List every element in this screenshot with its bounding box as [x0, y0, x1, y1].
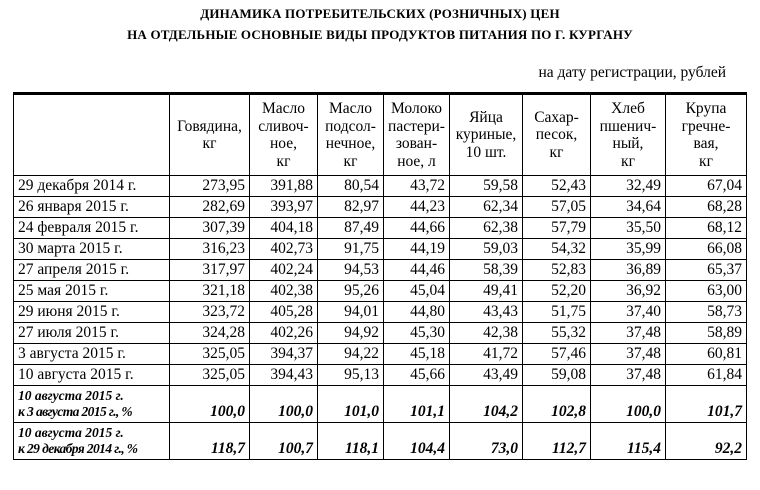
table-row [14, 239, 747, 260]
row-date-cell: 24 февраля 2015 г. [14, 218, 170, 239]
summary-percent-cell: 104,4 [384, 423, 450, 460]
price-cell: 402,73 [250, 239, 318, 260]
table-row [14, 365, 747, 386]
row-date-cell: 25 мая 2015 г. [14, 281, 170, 302]
price-cell: 91,75 [318, 239, 384, 260]
row-date-cell: 27 июля 2015 г. [14, 323, 170, 344]
price-cell: 65,37 [666, 260, 747, 281]
price-cell: 87,49 [318, 218, 384, 239]
price-cell: 32,49 [591, 176, 666, 197]
row-date-cell: 26 января 2015 г. [14, 197, 170, 218]
summary-label-cell [14, 423, 170, 460]
row-date-cell: 30 марта 2015 г. [14, 239, 170, 260]
price-cell: 36,89 [591, 260, 666, 281]
summary-percent-cell: 102,8 [523, 386, 591, 423]
summary-label-line-1: 10 августа 2015 г. [18, 425, 124, 440]
summary-percent-cell: 104,2 [450, 386, 523, 423]
price-cell: 94,01 [318, 302, 384, 323]
summary-percent-cell: 100,0 [170, 386, 250, 423]
summary-percent-cell: 92,2 [666, 423, 747, 460]
table-row [14, 302, 747, 323]
row-date-cell: 29 декабря 2014 г. [14, 176, 170, 197]
price-cell: 57,79 [523, 218, 591, 239]
summary-percent-cell: 73,0 [450, 423, 523, 460]
row-date-cell: 3 августа 2015 г. [14, 344, 170, 365]
price-cell: 94,22 [318, 344, 384, 365]
table-row [14, 260, 747, 281]
price-cell: 52,20 [523, 281, 591, 302]
price-cell: 43,43 [450, 302, 523, 323]
summary-percent-cell: 100,7 [250, 423, 318, 460]
price-cell: 94,92 [318, 323, 384, 344]
price-cell: 52,43 [523, 176, 591, 197]
price-cell: 37,40 [591, 302, 666, 323]
price-cell: 325,05 [170, 365, 250, 386]
price-cell: 51,75 [523, 302, 591, 323]
price-table [13, 92, 747, 460]
price-cell: 307,39 [170, 218, 250, 239]
price-cell: 61,84 [666, 365, 747, 386]
table-row [14, 197, 747, 218]
summary-label-line-1: 10 августа 2015 г. [18, 388, 124, 403]
price-cell: 282,69 [170, 197, 250, 218]
price-cell: 41,72 [450, 344, 523, 365]
price-cell: 36,92 [591, 281, 666, 302]
price-cell: 43,49 [450, 365, 523, 386]
summary-percent-cell: 115,4 [591, 423, 666, 460]
column-header: Молоко пастери- зован- ное, л [384, 94, 450, 176]
table-row [14, 344, 747, 365]
price-cell: 45,04 [384, 281, 450, 302]
price-cell: 404,18 [250, 218, 318, 239]
summary-row [14, 423, 747, 460]
price-cell: 55,32 [523, 323, 591, 344]
column-header: Яйца куриные, 10 шт. [450, 94, 523, 176]
price-cell: 43,72 [384, 176, 450, 197]
price-cell: 35,50 [591, 218, 666, 239]
table-row [14, 176, 747, 197]
row-date-cell: 10 августа 2015 г. [14, 365, 170, 386]
price-cell: 393,97 [250, 197, 318, 218]
price-cell: 37,48 [591, 344, 666, 365]
price-cell: 95,26 [318, 281, 384, 302]
title-line-2: НА ОТДЕЛЬНЫЕ ОСНОВНЫЕ ВИДЫ ПРОДУКТОВ ПИТАНИЯ ПО Г. КУРГАНУ [127, 27, 633, 42]
price-cell: 45,66 [384, 365, 450, 386]
summary-row [14, 386, 747, 423]
price-cell: 394,43 [250, 365, 318, 386]
price-cell: 67,04 [666, 176, 747, 197]
summary-percent-cell: 101,0 [318, 386, 384, 423]
summary-percent-cell: 100,0 [250, 386, 318, 423]
price-cell: 49,41 [450, 281, 523, 302]
price-cell: 34,64 [591, 197, 666, 218]
price-cell: 68,28 [666, 197, 747, 218]
price-cell: 325,05 [170, 344, 250, 365]
price-cell: 59,03 [450, 239, 523, 260]
summary-percent-cell: 101,7 [666, 386, 747, 423]
summary-label-line-2: к 3 августа 2015 г., % [18, 404, 133, 419]
price-cell: 321,18 [170, 281, 250, 302]
table-row [14, 218, 747, 239]
price-cell: 37,48 [591, 365, 666, 386]
price-cell: 95,13 [318, 365, 384, 386]
price-cell: 35,99 [591, 239, 666, 260]
price-cell: 94,53 [318, 260, 384, 281]
price-cell: 44,23 [384, 197, 450, 218]
price-cell: 45,30 [384, 323, 450, 344]
summary-percent-cell: 112,7 [523, 423, 591, 460]
price-cell: 62,38 [450, 218, 523, 239]
column-header: Масло подсол- нечное, кг [318, 94, 384, 176]
price-cell: 324,28 [170, 323, 250, 344]
price-cell: 45,18 [384, 344, 450, 365]
price-cell: 42,38 [450, 323, 523, 344]
table-body [14, 176, 747, 460]
price-cell: 44,19 [384, 239, 450, 260]
column-header: Крупа гречне- вая, кг [666, 94, 747, 176]
price-cell: 402,38 [250, 281, 318, 302]
title-line-1: ДИНАМИКА ПОТРЕБИТЕЛЬСКИХ (РОЗНИЧНЫХ) ЦЕН [200, 6, 560, 21]
price-cell: 80,54 [318, 176, 384, 197]
price-cell: 57,05 [523, 197, 591, 218]
price-cell: 63,00 [666, 281, 747, 302]
price-cell: 273,95 [170, 176, 250, 197]
price-cell: 59,08 [523, 365, 591, 386]
price-cell: 58,39 [450, 260, 523, 281]
column-header: Хлеб пшенич- ный, кг [591, 94, 666, 176]
column-header: Говядина, кг [170, 94, 250, 176]
price-cell: 402,24 [250, 260, 318, 281]
column-header: Сахар- песок, кг [523, 94, 591, 176]
summary-label-line-2: к 29 декабря 2014 г., % [18, 441, 138, 456]
price-cell: 58,73 [666, 302, 747, 323]
price-cell: 59,58 [450, 176, 523, 197]
column-header: Масло сливоч- ное, кг [250, 94, 318, 176]
price-cell: 60,81 [666, 344, 747, 365]
price-cell: 44,46 [384, 260, 450, 281]
price-cell: 391,88 [250, 176, 318, 197]
price-cell: 52,83 [523, 260, 591, 281]
price-cell: 62,34 [450, 197, 523, 218]
summary-percent-cell: 118,7 [170, 423, 250, 460]
column-header [14, 94, 170, 176]
price-cell: 316,23 [170, 239, 250, 260]
header-row [14, 94, 747, 176]
price-cell: 317,97 [170, 260, 250, 281]
summary-percent-cell: 118,1 [318, 423, 384, 460]
price-cell: 44,66 [384, 218, 450, 239]
row-date-cell: 29 июня 2015 г. [14, 302, 170, 323]
price-cell: 394,37 [250, 344, 318, 365]
price-cell: 57,46 [523, 344, 591, 365]
price-cell: 68,12 [666, 218, 747, 239]
price-cell: 37,48 [591, 323, 666, 344]
table-row [14, 323, 747, 344]
row-date-cell: 27 апреля 2015 г. [14, 260, 170, 281]
price-cell: 323,72 [170, 302, 250, 323]
price-cell: 66,08 [666, 239, 747, 260]
price-cell: 402,26 [250, 323, 318, 344]
units-note: на дату регистрации, рублей [538, 64, 726, 81]
price-cell: 82,97 [318, 197, 384, 218]
summary-percent-cell: 101,1 [384, 386, 450, 423]
summary-percent-cell: 100,0 [591, 386, 666, 423]
summary-label-cell [14, 386, 170, 423]
price-cell: 44,80 [384, 302, 450, 323]
table-row [14, 281, 747, 302]
price-cell: 54,32 [523, 239, 591, 260]
price-cell: 58,89 [666, 323, 747, 344]
price-cell: 405,28 [250, 302, 318, 323]
